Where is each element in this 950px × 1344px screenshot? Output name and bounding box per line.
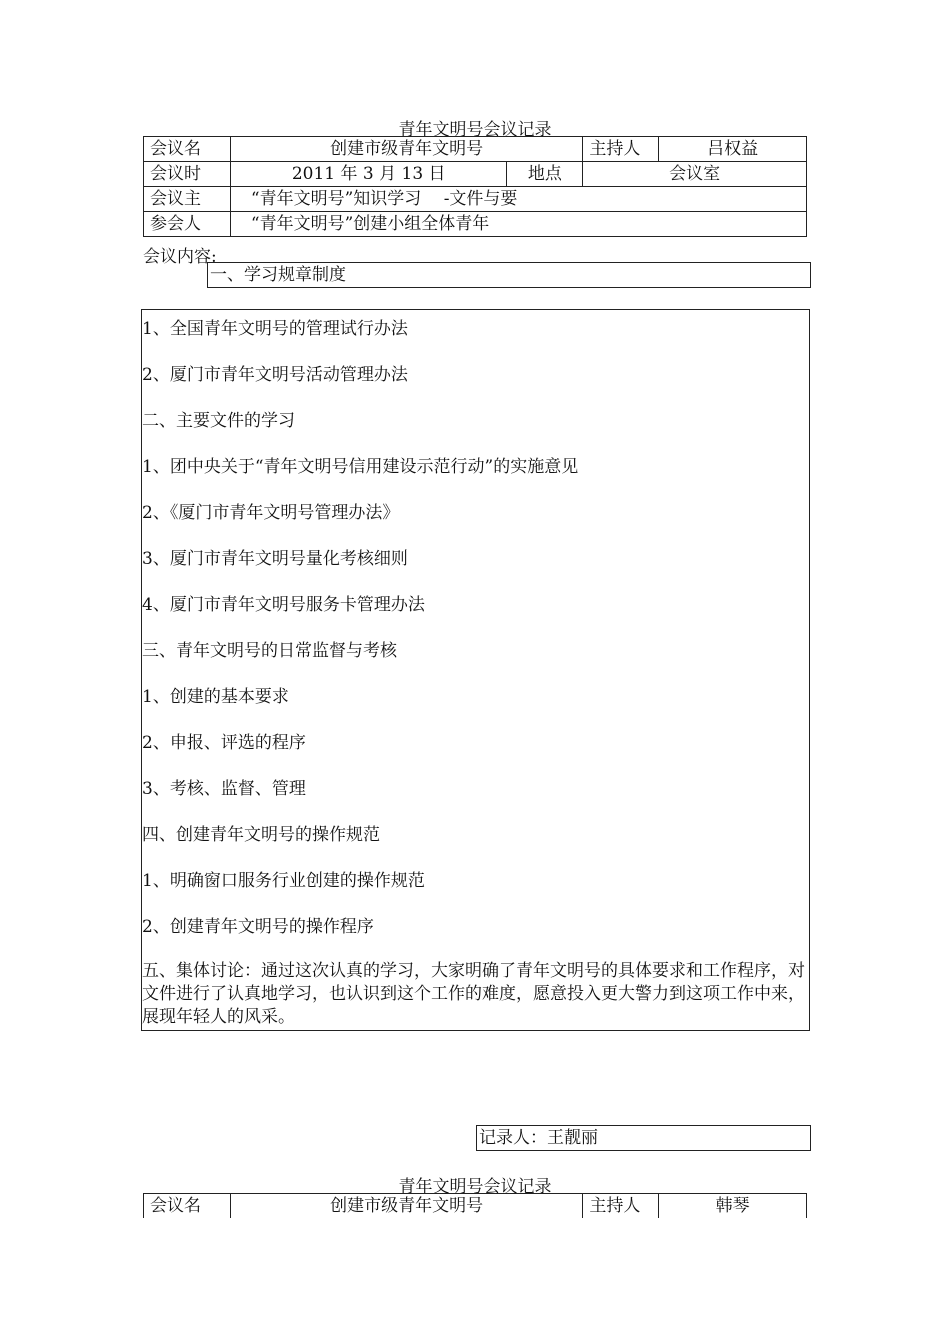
list-item: 1、创建的基本要求	[142, 687, 289, 707]
list-item: 2、创建青年文明号的操作程序	[142, 917, 374, 937]
meeting-info-table-2	[143, 1193, 807, 1218]
list-item: 二、主要文件的学习	[142, 411, 295, 431]
meeting-time-value: 2011 年 3 月 13 日	[230, 162, 507, 187]
section-heading-box	[207, 262, 811, 288]
list-item: 2、厦门市青年文明号活动管理办法	[142, 365, 408, 385]
meeting-content-label: 会议内容:	[143, 247, 217, 267]
recorder-text: 记录人：王靓丽	[479, 1128, 598, 1148]
meeting-topic-value: “青年文明号”知识学习 -文件与要	[230, 187, 806, 212]
list-item: 3、厦门市青年文明号量化考核细则	[142, 549, 408, 569]
attendee-value: “青年文明号”创建小组全体青年	[230, 212, 806, 237]
meeting-time-label: 会议时	[144, 162, 231, 187]
page-title-2: 青年文明号会议记录	[398, 1177, 552, 1197]
discussion-paragraph: 五、集体讨论：通过这次认真的学习，大家明确了青年文明号的具体要求和工作程序，对文件进行了认真地学习，也认识到这个工作的难度，愿意投入更大警力到这项工作中来，展现年轻人的风采。	[142, 961, 805, 1027]
place-value: 会议室	[583, 162, 807, 187]
place-label: 地点	[507, 162, 583, 187]
table-row	[144, 212, 807, 237]
table-row	[144, 162, 807, 187]
attendee-label: 参会人	[144, 212, 231, 237]
list-item: 1、全国青年文明号的管理试行办法	[142, 319, 408, 339]
table-row	[144, 1194, 807, 1219]
list-item: 三、青年文明号的日常监督与考核	[142, 641, 397, 661]
meeting-topic-label: 会议主	[144, 187, 231, 212]
host-label: 主持人	[583, 1194, 659, 1219]
list-item: 4、厦门市青年文明号服务卡管理办法	[142, 595, 425, 615]
section-heading: 一、学习规章制度	[210, 265, 346, 285]
meeting-name-value: 创建市级青年文明号	[230, 1194, 582, 1219]
meeting-name-value: 创建市级青年文明号	[230, 137, 582, 162]
list-item: 四、创建青年文明号的操作规范	[142, 825, 380, 845]
list-item: 3、考核、监督、管理	[142, 779, 306, 799]
meeting-content-box	[141, 309, 810, 1031]
list-item: 1、明确窗口服务行业创建的操作规范	[142, 871, 425, 891]
recorder-box	[476, 1125, 811, 1151]
host-value: 韩琴	[659, 1194, 807, 1219]
table-row	[144, 137, 807, 162]
meeting-name-label: 会议名	[144, 137, 231, 162]
page-title: 青年文明号会议记录	[398, 120, 552, 140]
host-value: 吕权益	[659, 137, 807, 162]
list-item: 2、《厦门市青年文明号管理办法》	[142, 503, 400, 523]
list-item: 2、申报、评选的程序	[142, 733, 306, 753]
meeting-info-table	[143, 136, 807, 237]
host-label: 主持人	[583, 137, 659, 162]
meeting-name-label: 会议名	[144, 1194, 231, 1219]
list-item: 1、团中央关于“青年文明号信用建设示范行动”的实施意见	[142, 457, 579, 477]
table-row	[144, 187, 807, 212]
